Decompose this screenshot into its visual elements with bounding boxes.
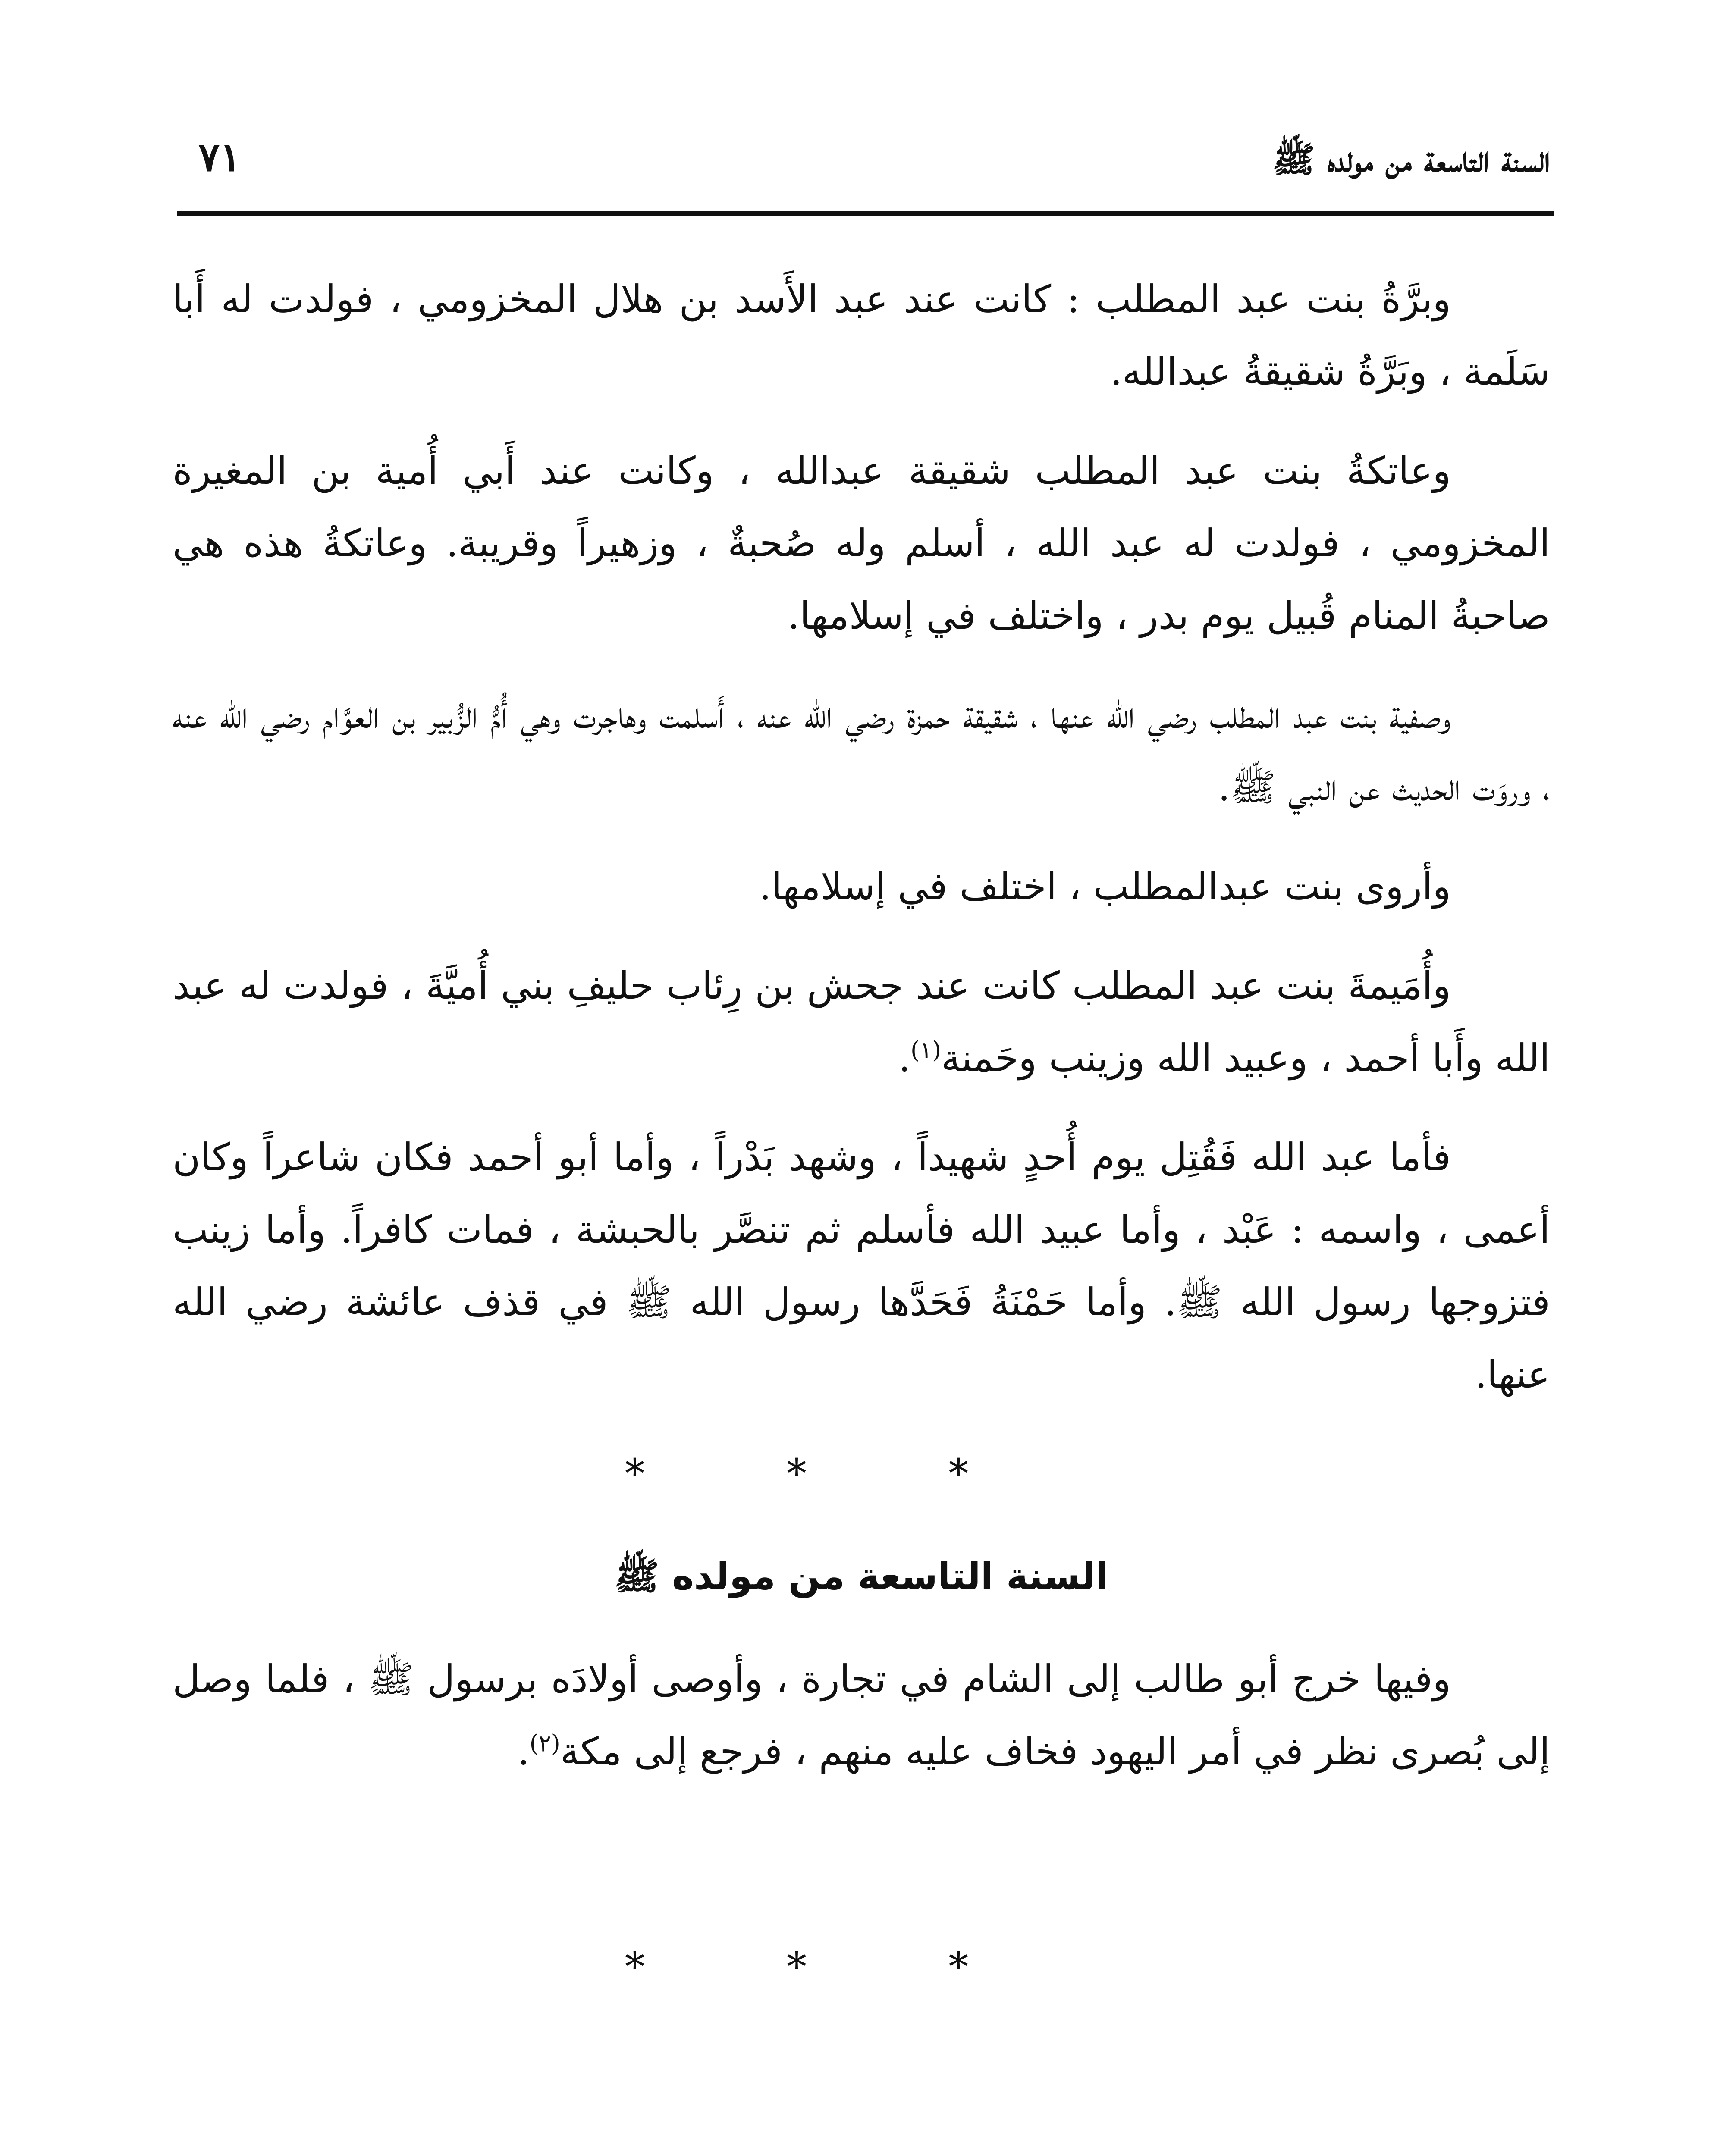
header-rule bbox=[177, 211, 1554, 216]
page-header bbox=[181, 129, 1550, 190]
paragraph-umayma-text: وأُمَيمةَ بنت عبد المطلب كانت عند جحش بن رِئاب حليفِ بني أُميَّةَ ، فولدت له عبد الله وأَبا أحمد ، وعبيد الله وزينب وحَمنة bbox=[173, 963, 1550, 1080]
paragraph-atika: وعاتكةُ بنت عبد المطلب شقيقة عبدالله ، وكانت عند أَبي أُمية بن المغيرة المخزومي ، فولدت له عبد الله ، أسلم وله صُحبةٌ ، وزهيراً وقريبة. وعاتكةُ هذه هي صاحبةُ المنام قُبيل يوم بدر ، واختلف في إسلامها. bbox=[173, 448, 1550, 638]
section-heading: السنة التاسعة من مولده ﷺ bbox=[614, 1555, 1108, 1598]
footnote-ref-2: (٢) bbox=[529, 1730, 560, 1757]
end-divider-stars: * * * bbox=[625, 1944, 1033, 1990]
paragraph-abu-talib-text: وفيها خرج أبو طالب إلى الشام في تجارة ، وأوصى أولادَه برسول ﷺ ، فلما وصل إلى بُصرى نظر في أمر اليهود فخاف عليه منهم ، فرجع إلى مكة bbox=[173, 1657, 1550, 1774]
page-number: ٧١ bbox=[198, 134, 241, 180]
paragraph-abu-talib-period: . bbox=[517, 1729, 530, 1774]
footnote-ref-1: (١) bbox=[910, 1036, 942, 1064]
section-divider-stars: * * * bbox=[625, 1451, 1033, 1497]
paragraph-children: فأما عبد الله فَقُتِل يوم أُحدٍ شهيداً ، وشهد بَدْراً ، وأما أبو أحمد فكان شاعراً وكان أعمى ، واسمه : عَبْد ، وأما عبيد الله فأسلم ثم تنصَّر بالحبشة ، فمات كافراً. وأما زينب فتزوجها رسول الله ﷺ. وأما حَمْنَةُ فَحَدَّها رسول الله ﷺ في قذف عائشة رضي الله عنها. bbox=[173, 1135, 1551, 1397]
paragraph-safiyya: وصفية بنت عبد المطلب رضي الله عنها ، شقيقة حمزة رضي الله عنه ، أَسلمت وهاجرت وهي أُمُّ الزُّبير بن العوَّام رضي الله عنه ، وروَت الحديث عن النبي ﷺ. bbox=[173, 693, 1550, 809]
main-text bbox=[173, 263, 1550, 2034]
running-title: السنة التاسعة من مولده ﷺ bbox=[1272, 139, 1550, 180]
paragraph-umayma-period: . bbox=[898, 1036, 911, 1080]
paragraph-barra: وبرَّةُ بنت عبد المطلب : كانت عند عبد الأَسد بن هلال المخزومي ، فولدت له أَبا سَلَمة ، وبَرَّةُ شقيقةُ عبدالله. bbox=[173, 277, 1550, 394]
paragraph-arwa: وأروى بنت عبدالمطلب ، اختلف في إسلامها. bbox=[759, 864, 1451, 909]
paragraph-umayma bbox=[173, 950, 1550, 1094]
spacer bbox=[173, 1814, 1550, 1914]
paragraph-abu-talib bbox=[173, 1643, 1550, 1788]
